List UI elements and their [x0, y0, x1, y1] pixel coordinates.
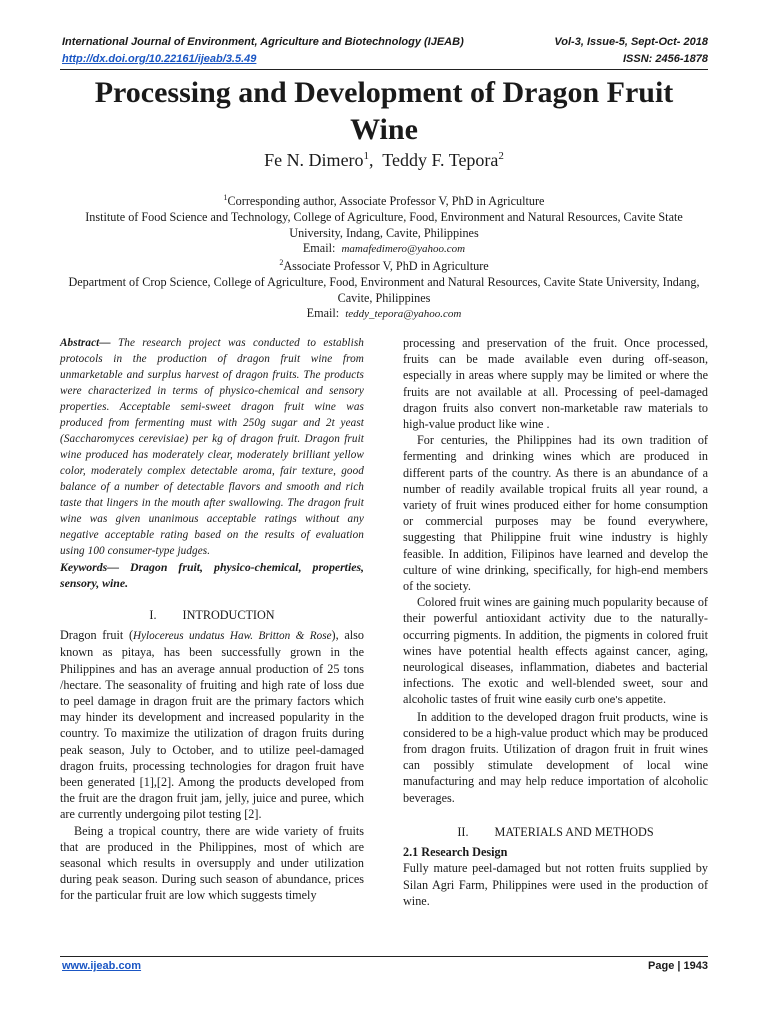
affiliation-2: [60, 255, 708, 323]
keywords: Keywords— Dragon fruit, physico-chemical, properties, sensory, wine.: [60, 560, 364, 590]
author-email[interactable]: mamafedimero@yahoo.com: [341, 243, 466, 256]
subsection-heading: 2.1 Research Design: [403, 845, 508, 860]
author-affiliation-mark: 2: [498, 150, 504, 162]
journal-website-link[interactable]: www.ijeab.com: [62, 960, 142, 972]
author-name: Fe N. Dimero: [264, 150, 364, 170]
affiliation-institution: Department of Crop Science, College of Agriculture, Food, Environment and Natural Resources, Cavite State University, Indang, Cavite, Philippines: [68, 274, 700, 305]
doi-link[interactable]: http://dx.doi.org/10.22161/ijeab/3.5.49: [62, 53, 257, 65]
affiliation-role: Associate Professor V, PhD in Agriculture: [283, 259, 489, 274]
author-email[interactable]: teddy_tepora@yahoo.com: [345, 308, 462, 321]
paragraph: [403, 594, 708, 708]
section-title: MATERIALS AND METHODS: [494, 824, 654, 839]
section-heading-introduction: [60, 607, 364, 623]
page-number: Page | 1943: [648, 960, 708, 972]
paragraph: In addition to the developed dragon fruit products, wine is considered to be a high-value product which may be produced from dragon fruits. Utilization of dragon fruit in fruit wines can possibly stimulate development of local wine manufacturing and may help reduce importation of alcoholic beverages.: [403, 709, 708, 805]
abstract-text: The research project was conducted to establish protocols in the production of dragon fruit wine from unmarketable and surplus harvest of dragon fruits. The products were characterized in terms of physico-chemical and sensory properties. Acceptable semi-sweet dragon fruit wine was produced from fermenting must with 250g sugar and 2t yeast (Saccharomyces cerevisiae) per kg of dragon fruit. Dragon fruit wine produced has moderately clear, moderately brilliant yellow color, moderately complex detectable aroma, fair texture, good balance of a number of detectable flavors and smooth and rich taste that lingers in the mouth after swallowing. The dragon fruit wine was given unanimous acceptable ratings without any negative acceptable rating based on the results of evaluation using 100 consumer-type judges.: [60, 337, 364, 557]
author-list: Fe N. Dimero$^1$, Teddy F. Tepora$^2$: [264, 150, 504, 170]
abstract: [60, 335, 364, 559]
text-run: ), also known as pitaya, has been successfully grown in the Philippines and has an average annual production of 25 tons /hectare. The seasonality of fruiting and high rate of loss due to peel damage in dragon fruit are the primary factors which may hinder its development and increased popularity in the country. To maximize the utilization of dragon fruits during peak season, July to October, and to utilize peel-damaged dragon fruits, processing technologies for dragon fruit have been generated [1],[2]. Among the products developed from the fruit are the dragon fruit jam, jelly, juice and puree, which are currently undergoing pilot testing [2].: [60, 628, 364, 822]
journal-name: International Journal of Environment, Agriculture and Biotechnology (IJEAB): [62, 36, 464, 48]
text-run: easily curb one's appetite: [544, 694, 663, 707]
section-title: INTRODUCTION: [182, 608, 275, 622]
paragraph: processing and preservation of the fruit. Once processed, fruits can be made available even during off-season, especially in areas where supply may be limited or where the fruits are not available at all. Processing of peel-damaged dragon fruits also convert non-marketable raw materials to high-value product like wine .: [403, 336, 708, 432]
email-label: Email:: [302, 241, 336, 256]
affiliation-1: [60, 190, 708, 258]
author-name: Teddy F. Tepora: [382, 150, 499, 170]
affiliation-institution: Institute of Food Science and Technology, College of Agriculture, Food, Environment and Natural Resources, Cavite State University, Indang, Cavite, Philippines: [85, 209, 683, 240]
affiliation-mark: 1: [223, 193, 228, 202]
paragraph: [60, 627, 364, 822]
header-divider: [60, 69, 708, 70]
section-heading-methods: [403, 824, 708, 840]
issn: ISSN: 2456-1878: [623, 53, 708, 65]
paragraph: For centuries, the Philippines had its own tradition of fermenting and drinking wines which are produced in different parts of the country. As there is an abundance of a number of readily available tropical fruits all year round, a variety of fruit wines produced either for home consumption or commercial purposes may be found everywhere, suggesting that Philippine fruit wine industry is highly feasible. In addition, Filipinos have learned and develop the culture of wine drinking, specifically, for high-end members of the society.: [403, 433, 708, 594]
affiliation-mark: 2: [279, 258, 284, 267]
paragraph: Being a tropical country, there are wide variety of fruits that are produced in the Philippines, most of which are seasonal which results in oversupply and under utilization during peak season. During such season of abundance, prices for the particular fruit are low which suggests timely: [60, 823, 364, 903]
abstract-label: Abstract—: [60, 337, 111, 349]
section-number: I.: [149, 608, 157, 622]
volume-issue: Vol-3, Issue-5, Sept-Oct- 2018: [554, 36, 708, 48]
affiliation-role: Corresponding author, Associate Professor V, PhD in Agriculture: [227, 194, 545, 209]
paper-title: Processing and Development of Dragon Fruit Wine: [94, 76, 674, 146]
scientific-name: Hylocereus undatus Haw. Britton & Rose: [133, 630, 332, 643]
email-label: Email:: [306, 306, 340, 321]
left-column: [60, 335, 364, 904]
text-run: .: [662, 692, 667, 707]
footer-divider: [60, 956, 708, 957]
paragraph: Fully mature peel-damaged but not rotten fruits supplied by Silan Agri Farm, Philippines were used in the production of wine.: [403, 861, 708, 908]
section-number: II.: [457, 824, 469, 839]
text-run: Dragon fruit (: [60, 628, 134, 643]
author-affiliation-mark: 1: [363, 150, 370, 162]
right-column: [403, 335, 708, 909]
text-run: Colored fruit wines are gaining much popularity because of their powerful antioxidant activity due to the naturally-occurring pigments. In addition, the pigments in colored fruit wines have potential health effects against cancer, aging, neurological diseases, inflammation, diabetes and bacterial infections. The exotic and well-blended sweet, sour and alcoholic tastes of fruit wine: [403, 595, 708, 707]
